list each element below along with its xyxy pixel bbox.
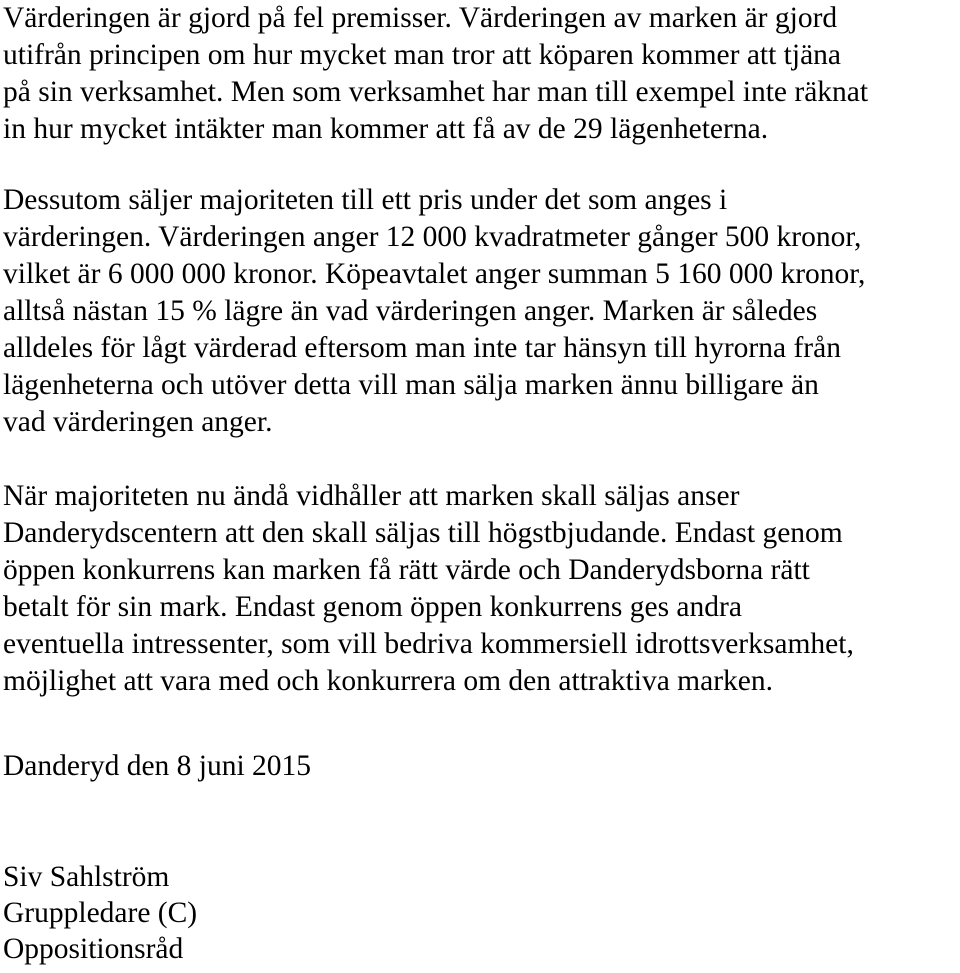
signature-block: [3, 859, 197, 967]
text-line: Dessutom säljer majoriteten till ett pris under det som anges i: [3, 184, 728, 216]
paragraph-valuation-premises: [3, 0, 868, 148]
text-line: utifrån principen om hur mycket man tror att köparen kommer att tjäna: [3, 39, 842, 71]
signature-name: Siv Sahlström: [3, 861, 170, 893]
signature-role: Oppositionsråd: [3, 933, 184, 965]
text-line: på sin verksamhet. Men som verksamhet har man till exempel inte räknat: [3, 76, 869, 108]
text-line: eventuella intressenter, som vill bedriva kommersiell idrottsverksamhet,: [3, 628, 854, 660]
paragraph-price-comparison: [3, 182, 865, 441]
text-line: öppen konkurrens kan marken få rätt värde och Danderydsborna rätt: [3, 554, 810, 586]
text-line: in hur mycket intäkter man kommer att få av de 29 lägenheterna.: [3, 113, 769, 145]
place-and-date: [3, 748, 311, 785]
text-line: alldeles för lågt värderad eftersom man inte tar hänsyn till hyrorna från: [3, 332, 841, 364]
text-line: lägenheterna och utöver detta vill man sälja marken ännu billigare än: [3, 369, 819, 401]
signature-title: Gruppledare (C): [3, 897, 198, 929]
text-line: värderingen. Värderingen anger 12 000 kvadratmeter gånger 500 kronor,: [3, 221, 862, 253]
text-line: När majoriteten nu ändå vidhåller att marken skall säljas anser: [3, 480, 740, 512]
text-line: vilket är 6 000 000 kronor. Köpeavtalet anger summan 5 160 000 kronor,: [3, 258, 866, 290]
text-line: Danderydscentern att den skall säljas till högstbjudande. Endast genom: [3, 517, 843, 549]
text-line: vad värderingen anger.: [3, 406, 273, 438]
text-line: möjlighet att vara med och konkurrera om den attraktiva marken.: [3, 665, 773, 697]
text-line: Värderingen är gjord på fel premisser. Värderingen av marken är gjord: [3, 2, 838, 34]
text-line: betalt för sin mark. Endast genom öppen konkurrens ges andra: [3, 591, 742, 623]
paragraph-open-competition: [3, 478, 854, 700]
date-line: Danderyd den 8 juni 2015: [3, 750, 312, 782]
text-line: alltså nästan 15 % lägre än vad värderingen anger. Marken är således: [3, 295, 818, 327]
